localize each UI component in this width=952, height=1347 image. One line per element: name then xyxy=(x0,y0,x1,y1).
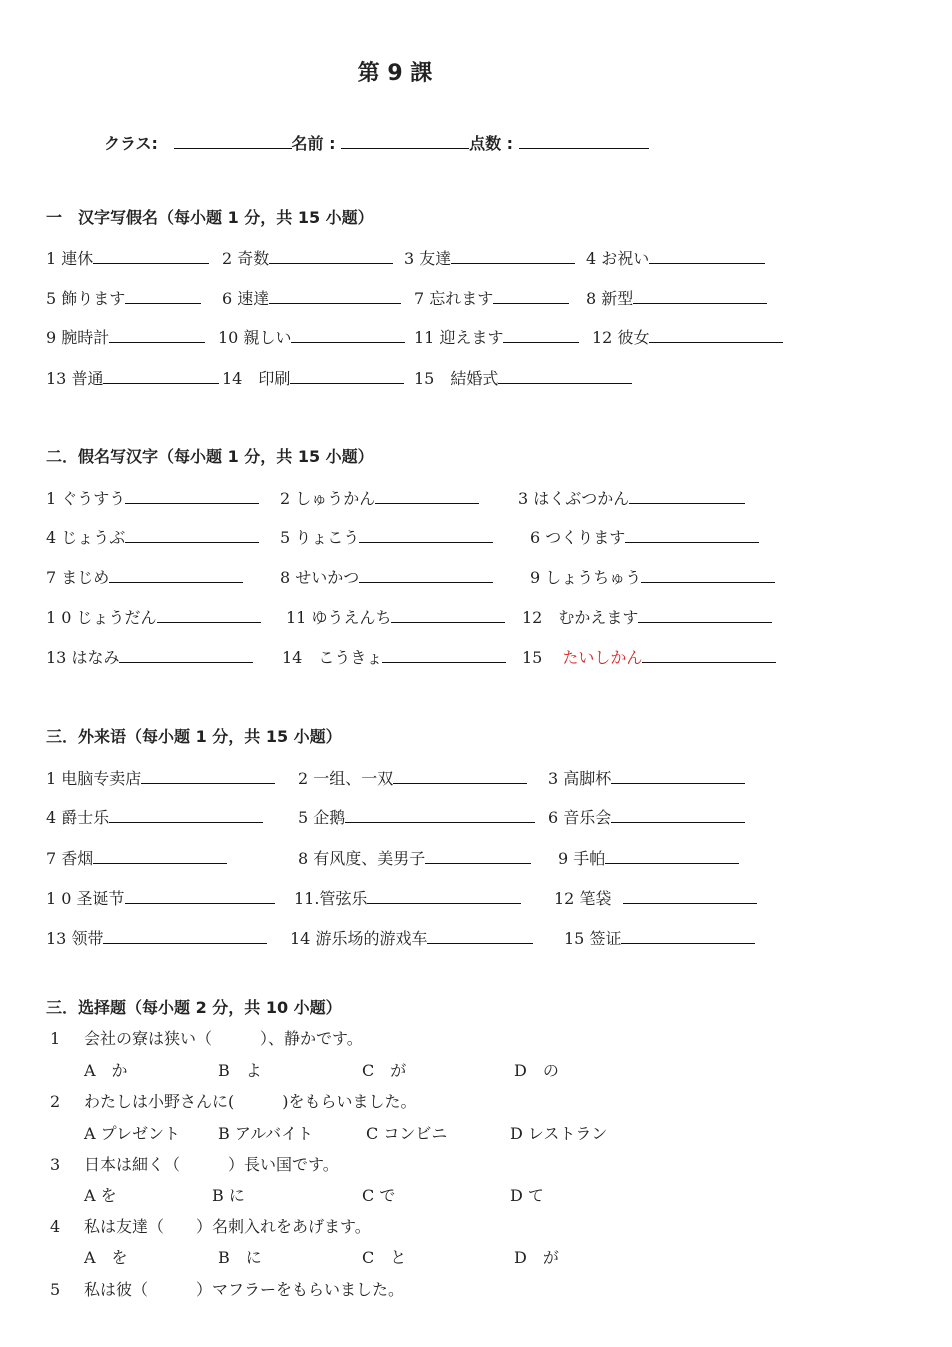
question-label: 11.管弦乐 xyxy=(294,889,368,908)
class-blank[interactable] xyxy=(174,130,292,149)
question-number: 5 xyxy=(50,1280,61,1299)
option-b[interactable]: B に xyxy=(218,1248,262,1267)
option-c[interactable]: C コンビニ xyxy=(366,1124,448,1143)
score-blank[interactable] xyxy=(519,130,649,149)
answer-blank[interactable] xyxy=(391,603,505,623)
answer-blank[interactable] xyxy=(109,323,205,343)
question-label: 1 0 圣诞节 xyxy=(46,889,125,908)
answer-blank[interactable] xyxy=(93,844,227,864)
question-label: 13 はなみ xyxy=(46,648,120,667)
section1-heading: 一 汉字写假名（每小题 1 分，共 15 小题） xyxy=(46,208,374,227)
answer-blank[interactable] xyxy=(625,523,759,543)
option-d[interactable]: D て xyxy=(510,1186,544,1205)
mc-question xyxy=(50,1089,417,1112)
score-label: 点数 : xyxy=(469,134,514,153)
answer-blank[interactable] xyxy=(382,643,506,663)
option-b[interactable]: B に xyxy=(212,1186,245,1205)
option-b[interactable]: B よ xyxy=(218,1061,262,1080)
question-text: 私は彼（ ）マフラーをもらいました。 xyxy=(84,1280,405,1299)
question-label: 9 腕時計 xyxy=(46,328,110,347)
answer-blank[interactable] xyxy=(125,284,201,304)
answer-blank[interactable] xyxy=(109,563,243,583)
question-number: 3 xyxy=(50,1155,61,1174)
question-label: 2 一组、一双 xyxy=(298,769,394,788)
answer-blank[interactable] xyxy=(611,764,745,784)
section4-heading: 三．选择题（每小题 2 分，共 10 小题） xyxy=(46,998,342,1017)
answer-blank[interactable] xyxy=(269,244,393,264)
answer-blank[interactable] xyxy=(611,803,745,823)
question-label: 7 香烟 xyxy=(46,849,94,868)
question-label: 3 はくぶつかん xyxy=(518,489,630,508)
answer-blank[interactable] xyxy=(633,284,767,304)
option-c[interactable]: C が xyxy=(362,1061,407,1080)
option-d[interactable]: D の xyxy=(514,1061,559,1080)
question-label: 1 电脑专卖店 xyxy=(46,769,142,788)
question-label: 13 普通 xyxy=(46,369,104,388)
answer-blank[interactable] xyxy=(498,364,632,384)
question-label: 7 忘れます xyxy=(414,289,494,308)
question-label: 8 新型 xyxy=(586,289,634,308)
answer-blank[interactable] xyxy=(109,803,263,823)
answer-blank[interactable] xyxy=(649,244,765,264)
question-label: 15 結婚式 xyxy=(414,369,499,388)
question-label: 10 親しい xyxy=(218,328,292,347)
answer-blank[interactable] xyxy=(503,323,579,343)
student-info xyxy=(104,130,649,154)
mc-question xyxy=(50,1277,404,1300)
question-label: 4 お祝い xyxy=(586,249,650,268)
option-d[interactable]: D が xyxy=(514,1248,559,1267)
question-label: 6 つくります xyxy=(530,528,626,547)
question-label: 4 爵士乐 xyxy=(46,808,110,827)
answer-blank[interactable] xyxy=(493,284,569,304)
option-a[interactable]: A プレゼント xyxy=(84,1124,181,1143)
option-c[interactable]: C で xyxy=(362,1186,396,1205)
question-text: 会社の寮は狭い（ ）、静かです。 xyxy=(84,1029,363,1048)
answer-blank[interactable] xyxy=(157,603,261,623)
page-title: 第 9 課 xyxy=(357,61,433,86)
answer-blank[interactable] xyxy=(93,244,209,264)
question-label: 4 じょうぶ xyxy=(46,528,126,547)
answer-blank[interactable] xyxy=(359,523,493,543)
answer-blank[interactable] xyxy=(623,884,757,904)
question-label: 2 しゅうかん xyxy=(280,489,376,508)
question-label: 2 奇数 xyxy=(222,249,270,268)
option-d[interactable]: D レストラン xyxy=(510,1124,608,1143)
answer-blank[interactable] xyxy=(141,764,275,784)
option-a[interactable]: A を xyxy=(84,1248,128,1267)
question-label: 5 企鹅 xyxy=(298,808,346,827)
question-label: 15 xyxy=(522,648,543,667)
question-label: 9 手帕 xyxy=(558,849,606,868)
option-a[interactable]: A か xyxy=(84,1061,128,1080)
answer-blank[interactable] xyxy=(427,924,533,944)
answer-blank[interactable] xyxy=(103,924,267,944)
red-kana-word: たいしかん xyxy=(562,648,643,667)
section2-heading: 二．假名写汉字（每小题 1 分，共 15 小题） xyxy=(46,447,374,466)
question-label: 5 飾ります xyxy=(46,289,126,308)
option-b[interactable]: B アルバイト xyxy=(218,1124,314,1143)
answer-blank[interactable] xyxy=(359,563,493,583)
question-label: 15 签证 xyxy=(564,929,622,948)
question-label: 7 まじめ xyxy=(46,568,110,587)
question-number: 1 xyxy=(50,1029,61,1048)
question-label: 3 友達 xyxy=(404,249,452,268)
answer-blank[interactable] xyxy=(638,603,772,623)
question-text: 私は友達（ ）名刺入れをあげます。 xyxy=(84,1217,371,1236)
question-label: 6 音乐会 xyxy=(548,808,612,827)
answer-blank[interactable] xyxy=(649,323,783,343)
answer-blank[interactable] xyxy=(642,643,776,663)
answer-blank[interactable] xyxy=(605,844,739,864)
answer-blank[interactable] xyxy=(290,364,404,384)
mc-question xyxy=(50,1214,371,1237)
question-label: 11 ゆうえんち xyxy=(286,608,392,627)
question-label: 12 笔袋 xyxy=(554,889,612,908)
name-label: 名前 : xyxy=(291,134,336,153)
answer-blank[interactable] xyxy=(103,364,219,384)
mc-question xyxy=(50,1026,363,1049)
question-number: 4 xyxy=(50,1217,61,1236)
name-blank[interactable] xyxy=(341,130,469,149)
question-label: 14 游乐场的游戏车 xyxy=(290,929,428,948)
question-label: 6 速達 xyxy=(222,289,270,308)
answer-blank[interactable] xyxy=(641,563,775,583)
question-label: 8 有风度、美男子 xyxy=(298,849,426,868)
question-label: 5 りょこう xyxy=(280,528,360,547)
question-number: 2 xyxy=(50,1092,61,1111)
class-label: クラス: xyxy=(104,134,158,153)
answer-blank[interactable] xyxy=(375,484,479,504)
answer-blank[interactable] xyxy=(125,884,275,904)
question-label: 14 こうきょ xyxy=(282,648,383,667)
answer-blank[interactable] xyxy=(367,884,521,904)
answer-blank[interactable] xyxy=(451,244,575,264)
answer-blank[interactable] xyxy=(119,643,253,663)
answer-blank[interactable] xyxy=(291,323,405,343)
question-label: 8 せいかつ xyxy=(280,568,360,587)
answer-blank[interactable] xyxy=(345,803,535,823)
question-label: 13 领带 xyxy=(46,929,104,948)
answer-blank[interactable] xyxy=(621,924,755,944)
answer-blank[interactable] xyxy=(629,484,745,504)
question-text: 日本は細く（ ）長い国です。 xyxy=(84,1155,339,1174)
question-label: 14 印刷 xyxy=(222,369,291,388)
section3-heading: 三．外来语（每小题 1 分，共 15 小题） xyxy=(46,727,342,746)
question-label: 1 0 じょうだん xyxy=(46,608,157,627)
answer-blank[interactable] xyxy=(393,764,527,784)
answer-blank[interactable] xyxy=(125,484,259,504)
question-label: 1 ぐうすう xyxy=(46,489,126,508)
answer-blank[interactable] xyxy=(269,284,401,304)
question-label: 9 しょうちゅう xyxy=(530,568,642,587)
question-text: わたしは小野さんに( )をもらいました。 xyxy=(84,1092,417,1111)
option-a[interactable]: A を xyxy=(84,1186,117,1205)
mc-question xyxy=(50,1152,339,1175)
question-label: 1 連休 xyxy=(46,249,94,268)
question-label: 11 迎えます xyxy=(414,328,504,347)
question-label: 12 彼女 xyxy=(592,328,650,347)
question-label: 3 高脚杯 xyxy=(548,769,612,788)
answer-blank[interactable] xyxy=(425,844,531,864)
option-c[interactable]: C と xyxy=(362,1248,407,1267)
answer-blank[interactable] xyxy=(125,523,259,543)
question-label: 12 むかえます xyxy=(522,608,639,627)
